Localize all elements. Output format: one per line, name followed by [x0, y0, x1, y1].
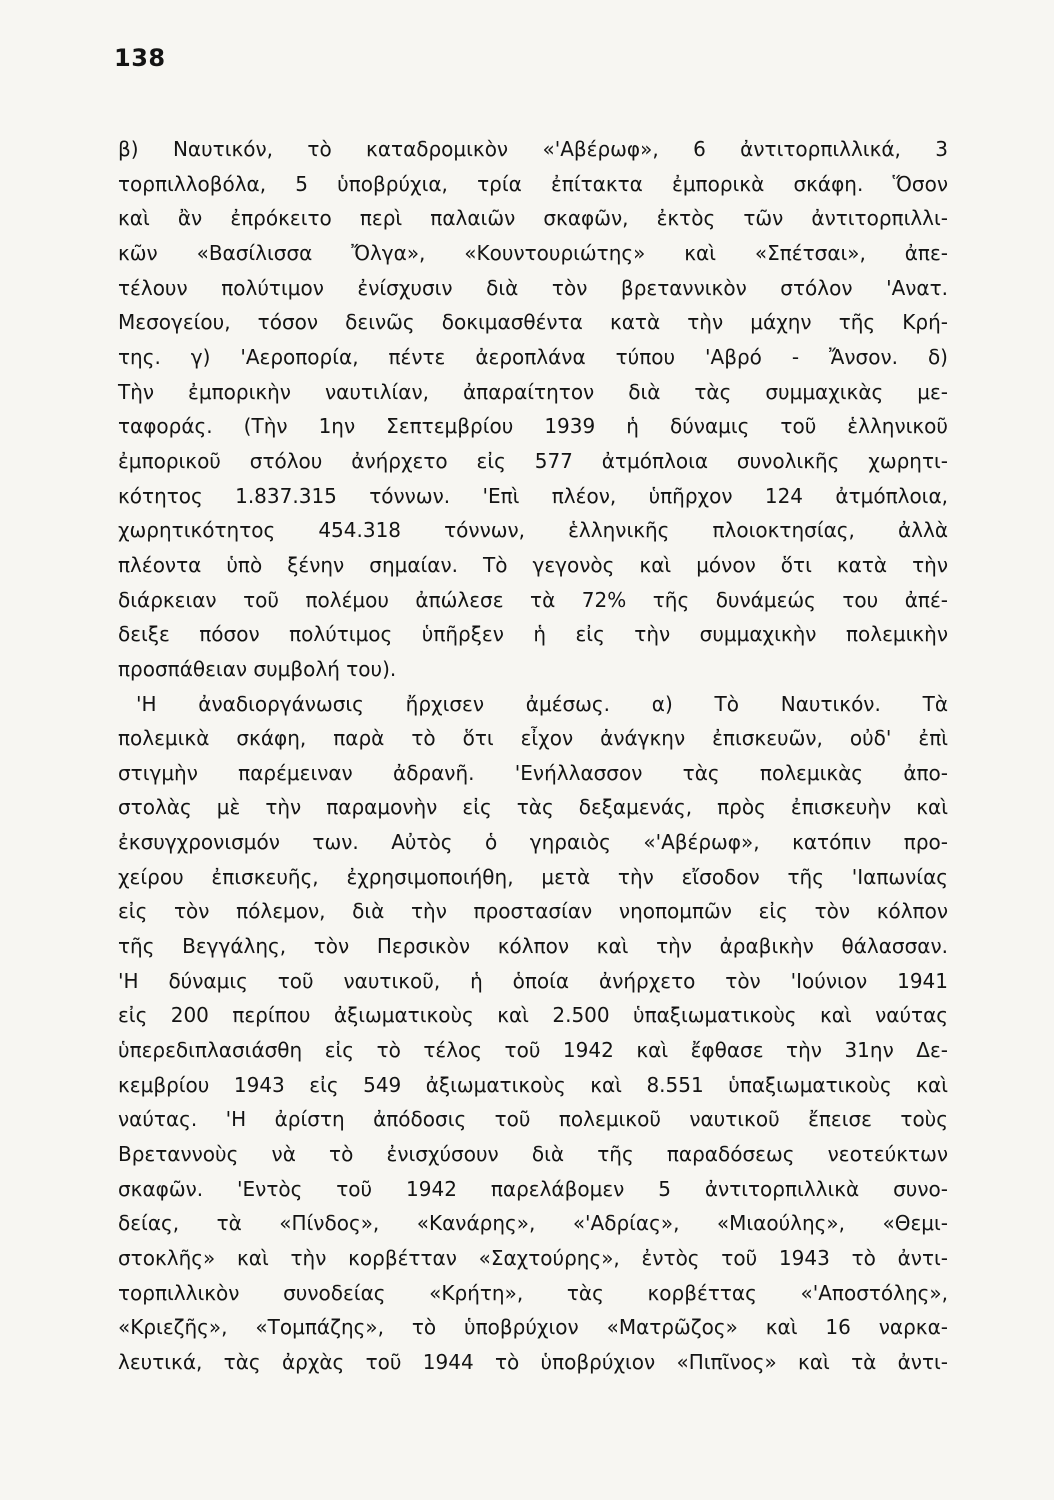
text-line: στολὰς μὲ τὴν παραμονὴν εἰς τὰς δεξαμενάς, πρὸς ἐπισκευὴν καὶ — [118, 795, 948, 820]
text-line: προσπάθειαν συμβολή του). — [118, 656, 397, 681]
text-line: χείρου ἐπισκευῆς, ἐχρησιμοποιήθη, μετὰ τὴν εἴσοδον τῆς 'Ιαπωνίας — [118, 864, 948, 889]
text-line: πολεμικὰ σκάφη, παρὰ τὸ ὅτι εἶχον ἀνάγκην ἐπισκευῶν, οὐδ' ἐπὶ — [118, 726, 948, 751]
text-line: ὑπερεδιπλασιάσθη εἰς τὸ τέλος τοῦ 1942 καὶ ἔφθασε τὴν 31ην Δε- — [118, 1038, 948, 1063]
text-line: β) Ναυτικόν, τὸ καταδρομικὸν «'Αβέρωφ», 6 ἀντιτορπιλλικά, 3 — [118, 137, 948, 161]
text-line: πλέοντα ὑπὸ ξένην σημαίαν. Τὸ γεγονὸς καὶ μόνον ὅτι κατὰ τὴν — [118, 552, 948, 577]
text-line: «Κριεζῆς», «Τομπάζης», τὸ ὑποβρύχιον «Ματρῶζος» καὶ 16 ναρκα- — [118, 1315, 948, 1340]
text-line: καὶ ἂν ἐπρόκειτο περὶ παλαιῶν σκαφῶν, ἐκτὸς τῶν ἀντιτορπιλλι- — [118, 206, 948, 231]
text-line: δείας, τὰ «Πίνδος», «Κανάρης», «'Αδρίας», «Μιαούλης», «Θεμι- — [118, 1211, 948, 1236]
text-line: ἐμπορικοῦ στόλου ἀνήρχετο εἰς 577 ἀτμόπλοια συνολικῆς χωρητι- — [118, 448, 948, 473]
text-line: τῆς Βεγγάλης, τὸν Περσικὸν κόλπον καὶ τὴν ἀραβικὴν θάλασσαν. — [118, 934, 948, 959]
text-line: κῶν «Βασίλισσα Ὄλγα», «Κουντουριώτης» καὶ «Σπέτσαι», ἀπε- — [118, 240, 948, 265]
text-line: 'Η ἀναδιοργάνωσις ἤρχισεν ἀμέσως. α) Τὸ Ναυτικόν. Τὰ — [136, 691, 948, 716]
text-line: εἰς τὸν πόλεμον, διὰ τὴν προστασίαν νηοπομπῶν εἰς τὸν κόλπον — [118, 899, 948, 924]
text-line: τέλουν πολύτιμον ἐνίσχυσιν διὰ τὸν βρεταννικὸν στόλον 'Ανατ. — [118, 275, 948, 300]
text-line: ναύτας. 'Η ἀρίστη ἀπόδοσις τοῦ πολεμικοῦ ναυτικοῦ ἔπεισε τοὺς — [118, 1107, 948, 1132]
text-line: Τὴν ἐμπορικὴν ναυτιλίαν, ἀπαραίτητον διὰ τὰς συμμαχικὰς με- — [118, 379, 948, 404]
text-line: διάρκειαν τοῦ πολέμου ἀπώλεσε τὰ 72% τῆς δυνάμεώς του ἀπέ- — [118, 587, 948, 612]
text-line: στιγμὴν παρέμειναν ἀδρανῆ. 'Ενήλλασσον τὰς πολεμικὰς ἀπο- — [118, 760, 948, 785]
page-number: 138 — [114, 44, 166, 72]
text-line: χωρητικότητος 454.318 τόννων, ἑλληνικῆς πλοιοκτησίας, ἀλλὰ — [118, 518, 948, 543]
text-line: ταφοράς. (Τὴν 1ην Σεπτεμβρίου 1939 ἡ δύναμις τοῦ ἑλληνικοῦ — [118, 414, 948, 439]
body-text — [118, 132, 948, 1380]
text-line: τορπιλλοβόλα, 5 ὑποβρύχια, τρία ἐπίτακτα ἐμπορικὰ σκάφη. Ὅσον — [118, 171, 948, 196]
text-line: ἐκσυγχρονισμόν των. Αὐτὸς ὁ γηραιὸς «'Αβέρωφ», κατόπιν προ- — [118, 830, 948, 855]
text-line: κεμβρίου 1943 εἰς 549 ἀξιωματικοὺς καὶ 8.551 ὑπαξιωματικοὺς καὶ — [118, 1072, 948, 1097]
text-line: Μεσογείου, τόσον δεινῶς δοκιμασθέντα κατὰ τὴν μάχην τῆς Κρή- — [118, 310, 948, 335]
text-line: σκαφῶν. 'Εντὸς τοῦ 1942 παρελάβομεν 5 ἀντιτορπιλλικὰ συνο- — [118, 1176, 948, 1201]
text-line: δειξε πόσον πολύτιμος ὑπῆρξεν ἡ εἰς τὴν συμμαχικὴν πολεμικὴν — [118, 622, 948, 647]
text-line: της. γ) 'Αεροπορία, πέντε ἀεροπλάνα τύπου 'Αβρό - Ἄνσον. δ) — [118, 344, 948, 369]
text-line: κότητος 1.837.315 τόννων. 'Επὶ πλέον, ὑπῆρχον 124 ἀτμόπλοια, — [118, 483, 948, 508]
text-line: λευτικά, τὰς ἀρχὰς τοῦ 1944 τὸ ὑποβρύχιον «Πιπῖνος» καὶ τὰ ἀντι- — [118, 1349, 948, 1374]
text-line: 'Η δύναμις τοῦ ναυτικοῦ, ἡ ὁποία ἀνήρχετο τὸν 'Ιούνιον 1941 — [118, 968, 948, 993]
text-line: στοκλῆς» καὶ τὴν κορβέτταν «Σαχτούρης», ἐντὸς τοῦ 1943 τὸ ἀντι- — [118, 1246, 948, 1270]
text-line: Βρεταννοὺς νὰ τὸ ἐνισχύσουν διὰ τῆς παραδόσεως νεοτεύκτων — [118, 1142, 948, 1167]
text-line: τορπιλλικὸν συνοδείας «Κρήτη», τὰς κορβέττας «'Αποστόλης», — [118, 1280, 948, 1305]
text-line: εἰς 200 περίπου ἀξιωματικοὺς καὶ 2.500 ὑπαξιωματικοὺς καὶ ναύτας — [118, 1003, 948, 1028]
